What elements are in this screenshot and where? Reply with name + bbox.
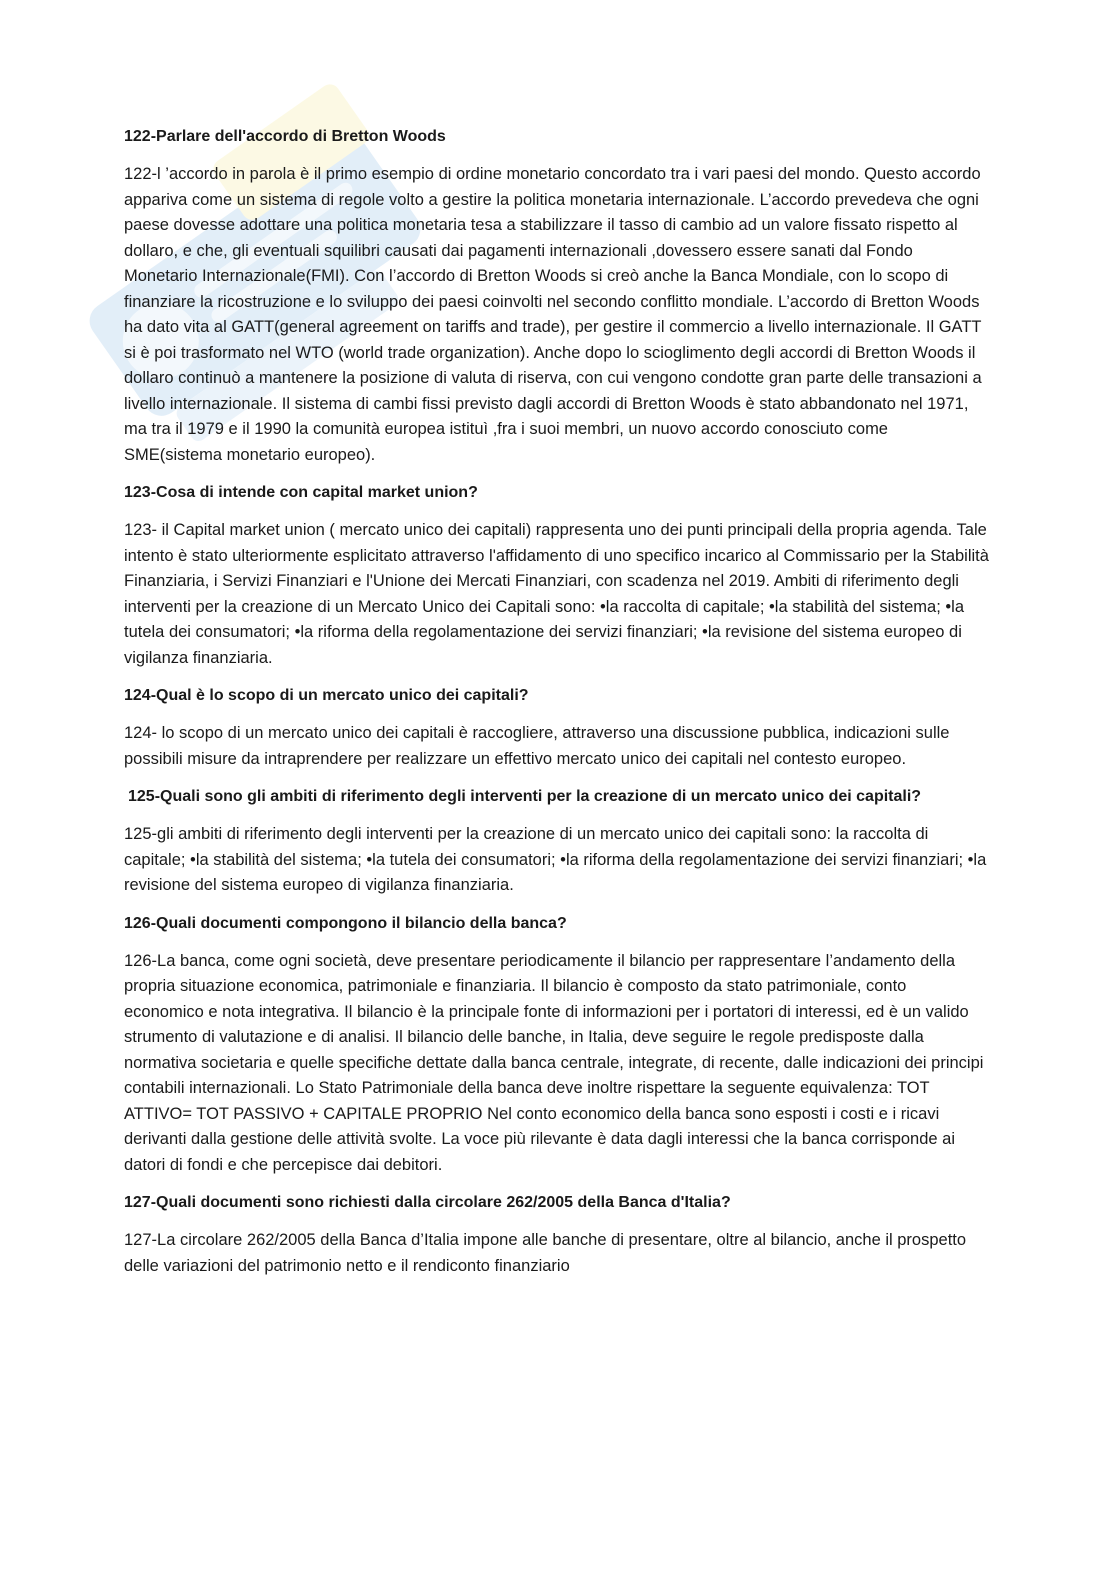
question-section (124, 683, 990, 772)
document-content (124, 124, 990, 1291)
question-title: 127-Quali documenti sono richiesti dalla circolare 262/2005 della Banca d'Italia? (124, 1194, 731, 1211)
answer-text: 123- il Capital market union ( mercato unico dei capitali) rappresenta uno dei punti principali della propria agenda. Tale intento è stato ulteriormente esplicitato attraverso l'affidamento di uno specifico incarico al Commissario per la Stabilità Finanziaria, i Servizi Finanziari e l'Unione dei Mercati Finanziari, con scadenza nel 2019. Ambiti di riferimento degli interventi per la creazione di un Mercato Unico dei Capitali sono: •la raccolta di capitale; •la stabilità del sistema; •la tutela dei consumatori; •la riforma della regolamentazione dei servizi finanziari; •la revisione del sistema europeo di vigilanza finanziaria. (124, 521, 989, 667)
question-title: 126-Quali documenti compongono il bilancio della banca? (124, 914, 567, 932)
question-section (124, 784, 990, 899)
answer-text: 125-gli ambiti di riferimento degli interventi per la creazione di un mercato unico dei capitali sono: la raccolta di capitale; •la stabilità del sistema; •la tutela dei consumatori; •la riforma della regolamentazione dei servizi finanziari; •la revisione del sistema europeo di vigilanza finanziaria. (124, 825, 987, 894)
question-title: 122-Parlare dell'accordo di Bretton Woods (124, 128, 446, 145)
question-section (124, 124, 990, 468)
question-section (124, 480, 990, 671)
answer-text: 122-l ’accordo in parola è il primo esempio di ordine monetario concordato tra i vari paesi del mondo. Questo accordo appariva come un sistema di regole volto a gestire la politica monetaria internazionale. L’accordo prevedeva che ogni paese dovesse adottare una politica monetaria tesa a stabilizzare il tasso di cambio ad un valore fissato rispetto al dollaro, e che, gli eventuali squilibri causati dai pagamenti internazionali ,dovessero essere sanati dal Fondo Monetario Internazionale(FMI). Con l’accordo di Bretton Woods si creò anche la Banca Mondiale, con lo scopo di finanziare la ricostruzione e lo sviluppo dei paesi coinvolti nel secondo conflitto mondiale. L’accordo di Bretton Woods ha dato vita al GATT(general agreement on tariffs and trade), per gestire il commercio a livello internazionale. Il GATT si è poi trasformato nel WTO (world trade organization). Anche dopo lo scioglimento degli accordi di Bretton Woods il dollaro continuò a mantenere la posizione di valuta di riserva, con cui vengono condotte gran parte delle transazioni a livello internazionale. Il sistema di cambi fissi previsto dagli accordi di Bretton Woods è stato abbandonato nel 1971, ma tra il 1979 e il 1990 la comunità europea istituì ,fra i suoi membri, un nuovo accordo conosciuto come SME(sistema monetario europeo). (124, 165, 982, 464)
question-title: 125-Quali sono gli ambiti di riferimento degli interventi per la creazione di un mercato unico dei capitali? (128, 788, 922, 805)
answer-text: 126-La banca, come ogni società, deve presentare periodicamente il bilancio per rappresentare l’andamento della propria situazione economica, patrimoniale e finanziaria. Il bilancio è composto da stato patrimoniale, conto economico e nota integrativa. Il bilancio è la principale fonte di informazioni per i portatori di interessi, ed è un valido strumento di valutazione e di analisi. Il bilancio delle banche, in Italia, deve seguire le regole predisposte dalla normativa societaria e quelle specifiche dettate dalla banca centrale, integrate, di recente, dalle indicazioni dei principi contabili internazionali. Lo Stato Patrimoniale della banca deve inoltre rispettare la seguente equivalenza: TOT ATTIVO= TOT PASSIVO + CAPITALE PROPRIO Nel conto economico della banca sono esposti i costi e i ricavi derivanti dalla gestione delle attività svolte. La voce più rilevante è data dagli interessi che la banca corrisponde ai datori di fondi e che percepisce dai debitori. (124, 951, 984, 1174)
answer-text: 127-La circolare 262/2005 della Banca d’Italia impone alle banche di presentare, oltre al bilancio, anche il prospetto delle variazioni del patrimonio netto e il rendiconto finanziario (124, 1231, 967, 1275)
question-section (124, 911, 990, 1179)
answer-text: 124- lo scopo di un mercato unico dei capitali è raccogliere, attraverso una discussione pubblica, indicazioni sulle possibili misure da intraprendere per realizzare un effettivo mercato unico dei capitali nel contesto europeo. (124, 724, 950, 768)
question-title: 124-Qual è lo scopo di un mercato unico dei capitali? (124, 687, 529, 704)
question-title: 123-Cosa di intende con capital market union? (124, 484, 478, 501)
question-section (124, 1190, 990, 1279)
